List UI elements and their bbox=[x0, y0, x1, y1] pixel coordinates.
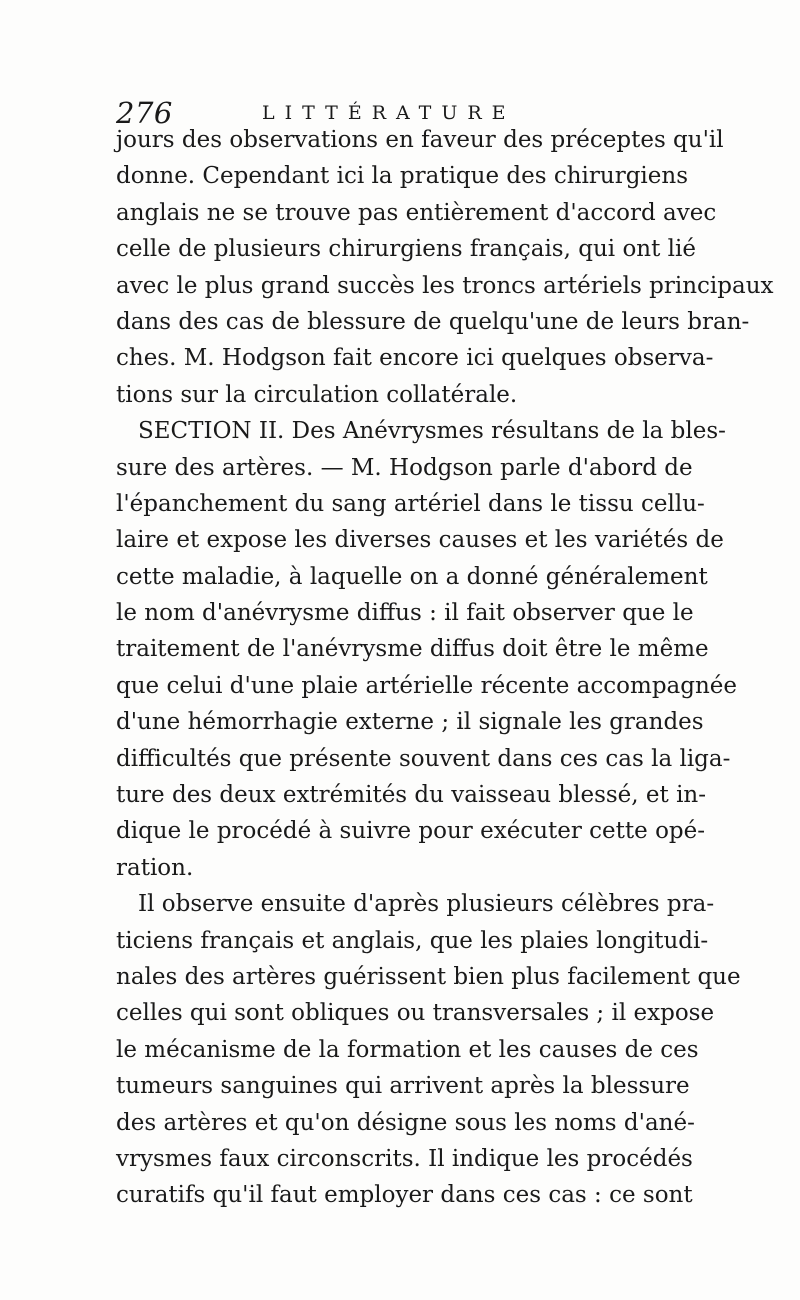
text-line: ture des deux extrémités du vaisseau blessé, et in- bbox=[116, 782, 707, 809]
text-line: des artères et qu'on désigne sous les noms d'ané- bbox=[116, 1109, 695, 1136]
text-line: avec le plus grand succès les troncs artériels principaux bbox=[116, 272, 774, 299]
text-line: celles qui sont obliques ou transversales ; il expose bbox=[116, 1000, 715, 1027]
text-line: ticiens français et anglais, que les plaies longitudi- bbox=[116, 927, 709, 954]
text-line: sure des artères. — M. Hodgson parle d'abord de bbox=[116, 454, 693, 481]
text-line: anglais ne se trouve pas entièrement d'accord avec bbox=[116, 199, 717, 226]
page-number: 276 bbox=[116, 96, 173, 130]
section-heading-line: SECTION II. Des Anévrysmes résultans de la bles- bbox=[138, 418, 726, 445]
text-line: le mécanisme de la formation et les causes de ces bbox=[116, 1036, 699, 1063]
text-line: jours des observations en faveur des préceptes qu'il bbox=[116, 127, 724, 153]
text-line: difficultés que présente souvent dans ces cas la liga- bbox=[116, 745, 731, 772]
text-line: nales des artères guérissent bien plus facilement que bbox=[116, 963, 741, 990]
text-line: Il observe ensuite d'après plusieurs célèbres pra- bbox=[138, 891, 715, 918]
text-line: curatifs qu'il faut employer dans ces cas : ce sont bbox=[116, 1182, 693, 1209]
body-text bbox=[116, 122, 774, 1214]
text-line: tumeurs sanguines qui arrivent après la blessure bbox=[116, 1073, 690, 1100]
text-line: ration. bbox=[116, 854, 194, 881]
running-head: LITTÉRATURE bbox=[262, 102, 516, 124]
text-line: dique le procédé à suivre pour exécuter cette opé- bbox=[116, 818, 706, 845]
text-line: l'épanchement du sang artériel dans le tissu cellu- bbox=[116, 490, 705, 517]
text-line: donne. Cependant ici la pratique des chirurgiens bbox=[116, 163, 688, 190]
text-line: traitement de l'anévrysme diffus doit être le même bbox=[116, 636, 709, 663]
text-line: laire et expose les diverses causes et les variétés de bbox=[116, 527, 724, 554]
text-line: d'une hémorrhagie externe ; il signale les grandes bbox=[116, 709, 704, 736]
text-line: ches. M. Hodgson fait encore ici quelques observa- bbox=[116, 345, 714, 372]
text-line: dans des cas de blessure de quelqu'une de leurs bran- bbox=[116, 308, 750, 335]
text-line: celle de plusieurs chirurgiens français, qui ont lié bbox=[116, 236, 696, 263]
text-line: cette maladie, à laquelle on a donné généralement bbox=[116, 563, 708, 590]
text-line: le nom d'anévrysme diffus : il fait observer que le bbox=[116, 600, 694, 627]
text-line: tions sur la circulation collatérale. bbox=[116, 381, 518, 408]
text-line: vrysmes faux circonscrits. Il indique les procédés bbox=[116, 1145, 693, 1172]
text-line: que celui d'une plaie artérielle récente accompagnée bbox=[116, 672, 738, 699]
